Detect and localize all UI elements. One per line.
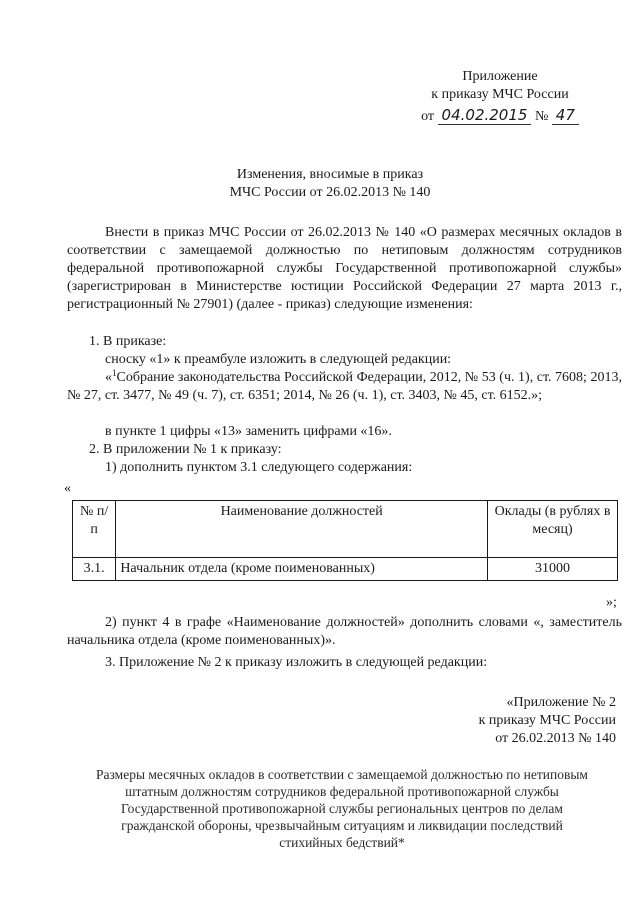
annex2-line2: к приказу МЧС России — [478, 713, 616, 728]
document-title-line2: МЧС России от 26.02.2013 № 140 — [229, 185, 431, 200]
header-name: Наименование должностей — [116, 501, 488, 558]
cell-salary: 31000 — [488, 558, 618, 581]
annex2-header — [400, 694, 616, 748]
section2-item1: 1) дополнить пунктом 3.1 следующего содержания: — [105, 460, 413, 475]
header-number: № п/п — [73, 501, 116, 558]
document-title-line1: Изменения, вносимые в приказ — [236, 167, 424, 182]
intro-paragraph: Внести в приказ МЧС России от 26.02.2013 № 140 «О размерах месячных окладов в соответствии с замещаемой должностью по нетиповым должностям сотрудников федеральной противопожарной службы Государственной противопожарной службы» (зарегистрирован в Министерстве юстиции Российской Федерации 27 марта 2013 г., регистрационный № 27901) (далее - приказ) следующие изменения: — [67, 225, 622, 312]
annex2-line1: «Приложение № 2 — [506, 695, 616, 710]
section1-footnote-intro: сноску «1» к преамбуле изложить в следующей редакции: — [105, 352, 452, 367]
document-title — [200, 166, 460, 202]
header-salary: Оклады (в рублях в месяц) — [488, 501, 618, 558]
table-row — [73, 558, 618, 581]
annex-header-line1: Приложение — [462, 69, 538, 84]
cell-number: 3.1. — [73, 558, 116, 581]
table-open-quote: « — [64, 481, 71, 496]
handwritten-number: 47 — [552, 106, 579, 125]
date-prefix: от — [421, 109, 435, 124]
footnote-body: Собрание законодательства Российской Федерации, 2012, № 53 (ч. 1), ст. 7608; 2013, № 27, ст. 3477, № 49 (ч. 7), ст. 6351; 2014, № 26 (ч. 1), ст. 3403, № 45, ст. 6152.»; — [67, 370, 622, 403]
cell-name: Начальник отдела (кроме поименованных) — [116, 558, 488, 581]
annex2-title: Размеры месячных окладов в соответствии с замещаемой должностью по нетиповым штатным должностям сотрудников федеральной противопожарной службы Государственной противопожарной службы региональных центров по делам гражданской обороны, чрезвычайным ситуациям и ликвидации последствий стихийных бедствий* — [96, 767, 588, 850]
number-prefix: № — [534, 109, 549, 124]
annex2-line3: от 26.02.2013 № 140 — [495, 731, 616, 746]
annex-header — [410, 68, 590, 126]
salary-table — [72, 500, 618, 581]
section3-heading: 3. Приложение № 2 к приказу изложить в следующей редакции: — [105, 655, 488, 670]
table-close-quote: »; — [606, 595, 617, 610]
section1-footnote-text — [67, 369, 622, 405]
footnote-open-quote: « — [105, 370, 112, 385]
section1-heading: 1. В приказе: — [89, 334, 167, 349]
section2-heading: 2. В приложении № 1 к приказу: — [89, 442, 282, 457]
annex-header-date — [410, 106, 590, 126]
section1-replace-item: в пункте 1 цифры «13» заменить цифрами «16». — [105, 424, 392, 439]
section2-item2: 2) пункт 4 в графе «Наименование должностей» дополнить словами «, заместитель начальника отдела (кроме поименованных)». — [67, 615, 622, 648]
footnote-sup: 1 — [112, 368, 117, 378]
table-header-row — [73, 501, 618, 558]
annex-header-line2: к приказу МЧС России — [431, 87, 569, 102]
handwritten-date: 04.02.2015 — [438, 106, 532, 125]
